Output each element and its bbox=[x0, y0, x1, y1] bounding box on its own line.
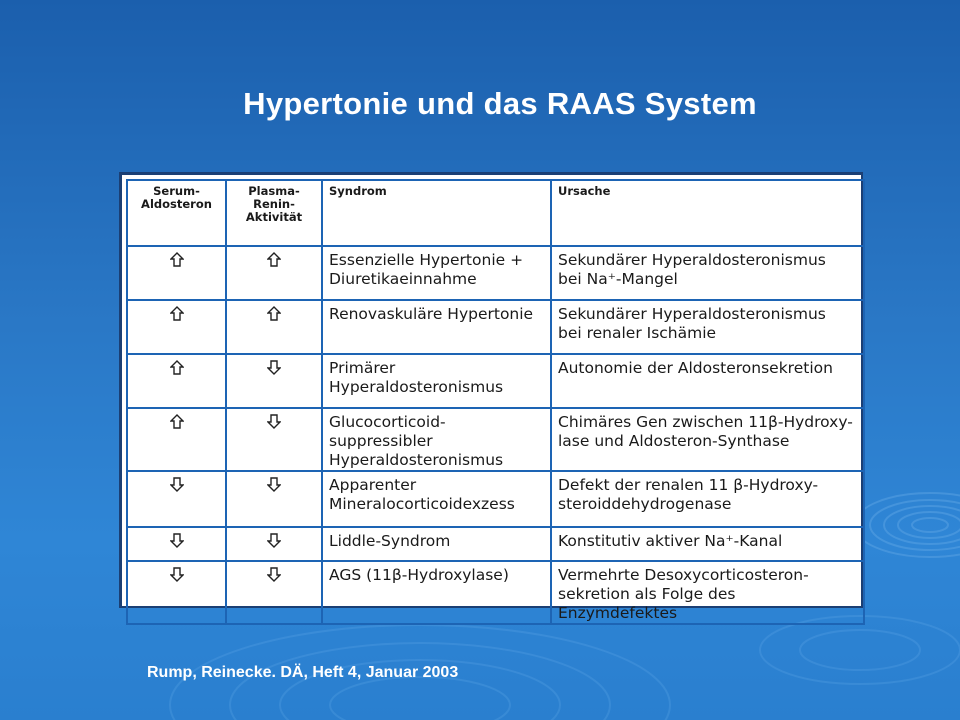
aldosteron-cell bbox=[127, 527, 226, 561]
ursache-line: Chimäres Gen zwischen 11β-Hydroxy- bbox=[558, 413, 853, 431]
ursache-line: bei renaler Ischämie bbox=[558, 324, 717, 342]
arrow-up-icon bbox=[170, 414, 184, 429]
syndrom-line: Mineralocorticoidexzess bbox=[329, 495, 515, 513]
arrow-down-icon bbox=[170, 567, 184, 582]
syndrom-cell bbox=[322, 527, 551, 561]
syndrom-line: AGS (11β-Hydroxylase) bbox=[329, 566, 509, 584]
ursache-cell bbox=[551, 246, 864, 300]
table-row bbox=[127, 527, 864, 561]
renin-cell bbox=[226, 408, 322, 471]
header-ursache: Ursache bbox=[551, 180, 864, 246]
ursache-line: Sekundärer Hyperaldosteronismus bbox=[558, 251, 826, 269]
ursache-cell bbox=[551, 471, 864, 527]
syndrom-cell bbox=[322, 408, 551, 471]
syndrom-line: Essenzielle Hypertonie + bbox=[329, 251, 524, 269]
syndrom-line: Apparenter bbox=[329, 476, 417, 494]
ursache-line: Autonomie der Aldosteronsekretion bbox=[558, 359, 833, 377]
syndrom-line: Primärer bbox=[329, 359, 396, 377]
raas-table-frame bbox=[119, 172, 863, 622]
aldosteron-cell bbox=[127, 246, 226, 300]
aldosteron-cell bbox=[127, 561, 226, 624]
renin-cell bbox=[226, 471, 322, 527]
header-syndrom: Syndrom bbox=[322, 180, 551, 246]
arrow-down-icon bbox=[170, 477, 184, 492]
table-row bbox=[127, 561, 864, 624]
syndrom-cell bbox=[322, 354, 551, 408]
ursache-line: steroiddehydrogenase bbox=[558, 495, 732, 513]
renin-cell bbox=[226, 561, 322, 624]
arrow-down-icon bbox=[267, 533, 281, 548]
table-header-row bbox=[127, 180, 864, 246]
syndrom-line: Liddle-Syndrom bbox=[329, 532, 451, 550]
arrow-down-icon bbox=[267, 360, 281, 375]
arrow-down-icon bbox=[267, 567, 281, 582]
syndrom-line: Glucocorticoid-suppressibler bbox=[329, 413, 446, 450]
arrow-down-icon bbox=[267, 414, 281, 429]
slide-title: Hypertonie und das RAAS System bbox=[243, 86, 757, 121]
ursache-line: Defekt der renalen 11 β-Hydroxy- bbox=[558, 476, 819, 494]
citation-source: Rump, Reinecke. DÄ, Heft 4, Januar 2003 bbox=[147, 664, 459, 681]
table-row bbox=[127, 408, 864, 471]
ursache-line: sekretion als Folge des Enzymdefektes bbox=[558, 585, 736, 622]
ursache-cell bbox=[551, 354, 864, 408]
table-row bbox=[127, 471, 864, 527]
syndrom-cell bbox=[322, 246, 551, 300]
ursache-line: Vermehrte Desoxycorticosteron- bbox=[558, 566, 809, 584]
aldosteron-cell bbox=[127, 354, 226, 408]
arrow-up-icon bbox=[170, 360, 184, 375]
ursache-cell bbox=[551, 408, 864, 471]
aldosteron-cell bbox=[127, 300, 226, 354]
aldosteron-cell bbox=[127, 408, 226, 471]
ursache-line: Konstitutiv aktiver Na⁺-Kanal bbox=[558, 532, 783, 550]
ursache-line: bei Na⁺-Mangel bbox=[558, 270, 678, 288]
ursache-line: Sekundärer Hyperaldosteronismus bbox=[558, 305, 826, 323]
table-row bbox=[127, 354, 864, 408]
syndrom-cell bbox=[322, 471, 551, 527]
table-row bbox=[127, 246, 864, 300]
header-plasma-renin: Plasma- Renin- Aktivität bbox=[226, 180, 322, 246]
ursache-cell bbox=[551, 527, 864, 561]
syndrom-line: Renovaskuläre Hypertonie bbox=[329, 305, 534, 323]
aldosteron-cell bbox=[127, 471, 226, 527]
ursache-line: lase und Aldosteron-Synthase bbox=[558, 432, 790, 450]
arrow-up-icon bbox=[267, 252, 281, 267]
renin-cell bbox=[226, 354, 322, 408]
arrow-up-icon bbox=[170, 252, 184, 267]
arrow-up-icon bbox=[267, 306, 281, 321]
ursache-cell bbox=[551, 561, 864, 624]
syndrom-cell bbox=[322, 561, 551, 624]
ursache-cell bbox=[551, 300, 864, 354]
arrow-down-icon bbox=[267, 477, 281, 492]
arrow-down-icon bbox=[170, 533, 184, 548]
table-row bbox=[127, 300, 864, 354]
header-serum-aldosteron: Serum- Aldosteron bbox=[127, 180, 226, 246]
syndrom-line: Diuretikaeinnahme bbox=[329, 270, 477, 288]
renin-cell bbox=[226, 246, 322, 300]
arrow-up-icon bbox=[170, 306, 184, 321]
syndrom-cell bbox=[322, 300, 551, 354]
syndrom-line: Hyperaldosteronismus bbox=[329, 451, 504, 469]
renin-cell bbox=[226, 527, 322, 561]
raas-table bbox=[126, 179, 865, 625]
renin-cell bbox=[226, 300, 322, 354]
syndrom-line: Hyperaldosteronismus bbox=[329, 378, 504, 396]
